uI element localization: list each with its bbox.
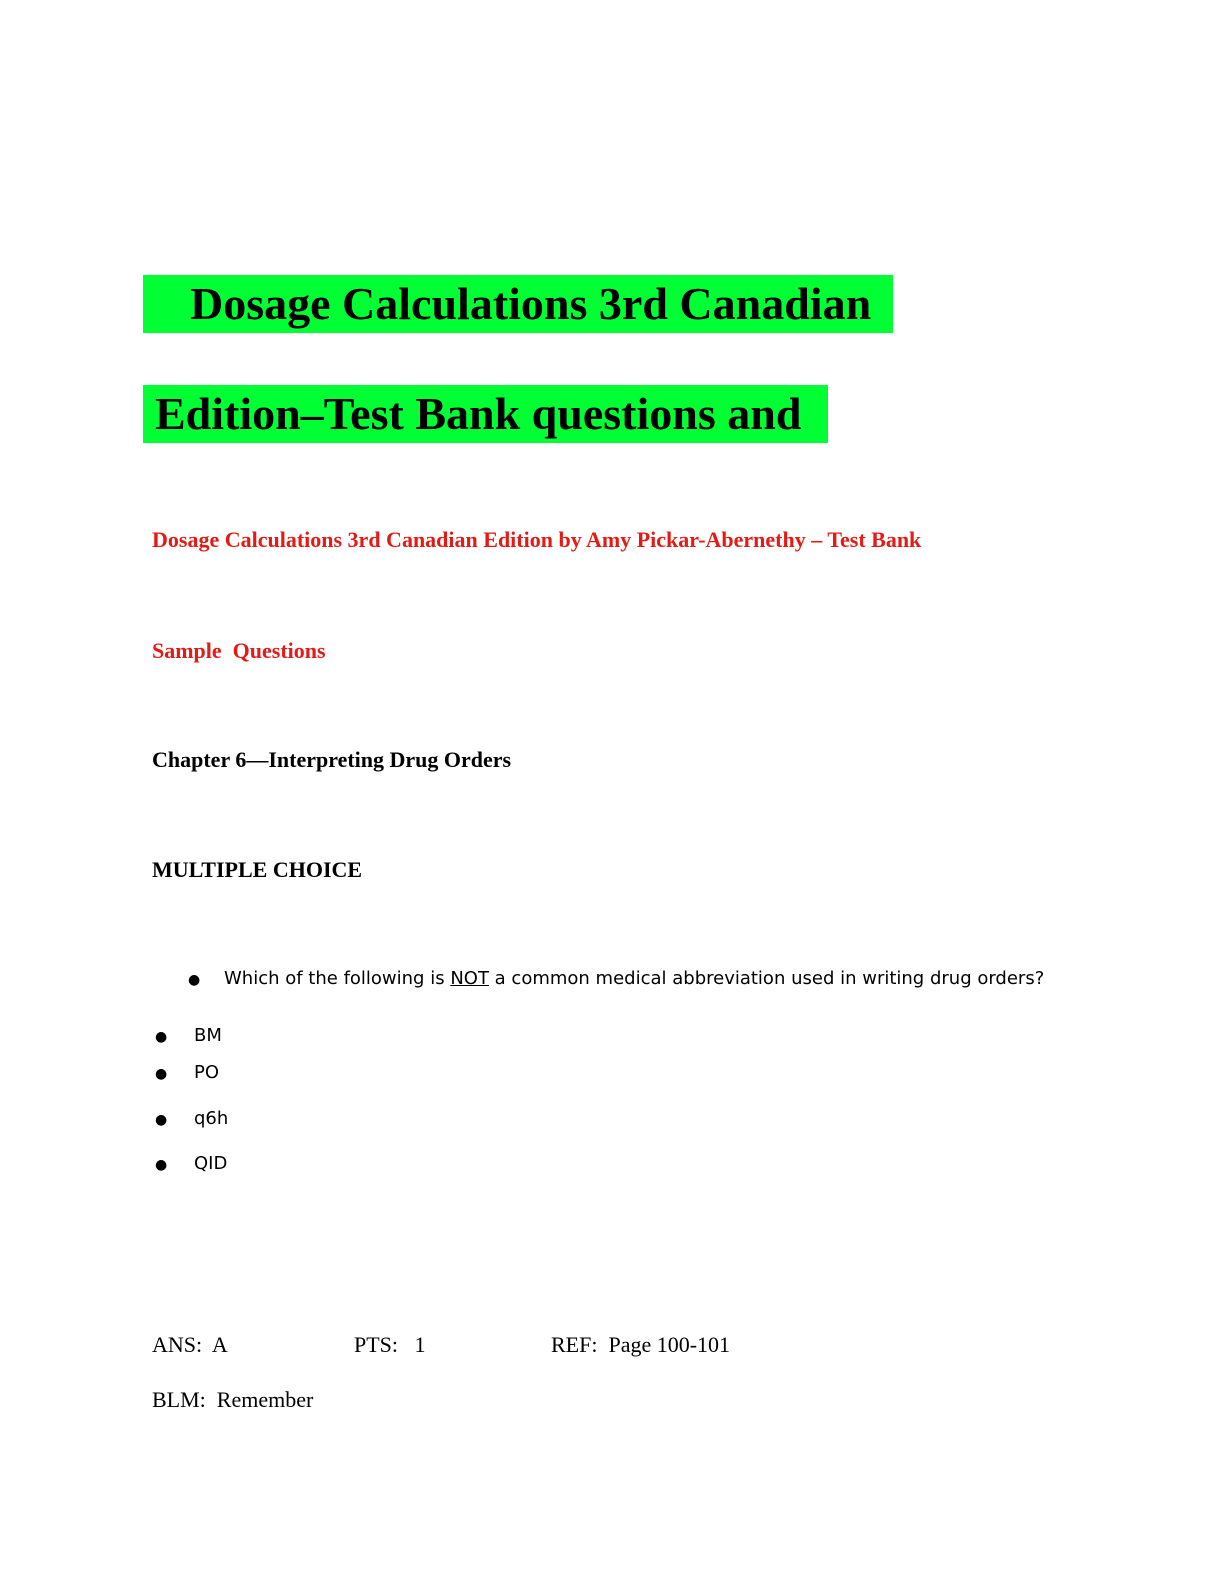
option-c: q6h bbox=[194, 1108, 229, 1129]
bullet-icon: ● bbox=[188, 972, 201, 988]
question-type-heading: MULTIPLE CHOICE bbox=[152, 857, 363, 882]
title-line-1: Dosage Calculations 3rd Canadian bbox=[143, 275, 893, 333]
title-line-2: Edition–Test Bank questions and bbox=[143, 385, 828, 443]
bullet-icon: ● bbox=[155, 1029, 168, 1045]
option-a: BM bbox=[194, 1025, 222, 1046]
option-b: PO bbox=[194, 1062, 220, 1083]
bullet-icon: ● bbox=[155, 1066, 168, 1082]
bullet-icon: ● bbox=[155, 1112, 168, 1128]
option-d: QID bbox=[194, 1153, 228, 1174]
question-text: Which of the following is NOT a common medical abbreviation used in writing drug orders? bbox=[224, 968, 1045, 989]
section-label: Sample Questions bbox=[152, 638, 326, 663]
answer-ref: REF: Page 100-101 bbox=[551, 1332, 731, 1357]
answer-blm: BLM: Remember bbox=[152, 1387, 314, 1412]
chapter-heading: Chapter 6—Interpreting Drug Orders bbox=[152, 747, 512, 772]
answer-ans: ANS: A bbox=[152, 1332, 228, 1357]
not-emphasis: NOT bbox=[450, 968, 489, 989]
bullet-icon: ● bbox=[155, 1157, 168, 1173]
book-subtitle: Dosage Calculations 3rd Canadian Edition by Amy Pickar-Abernethy – Test Bank bbox=[152, 527, 922, 552]
answer-pts: PTS: 1 bbox=[354, 1332, 426, 1357]
